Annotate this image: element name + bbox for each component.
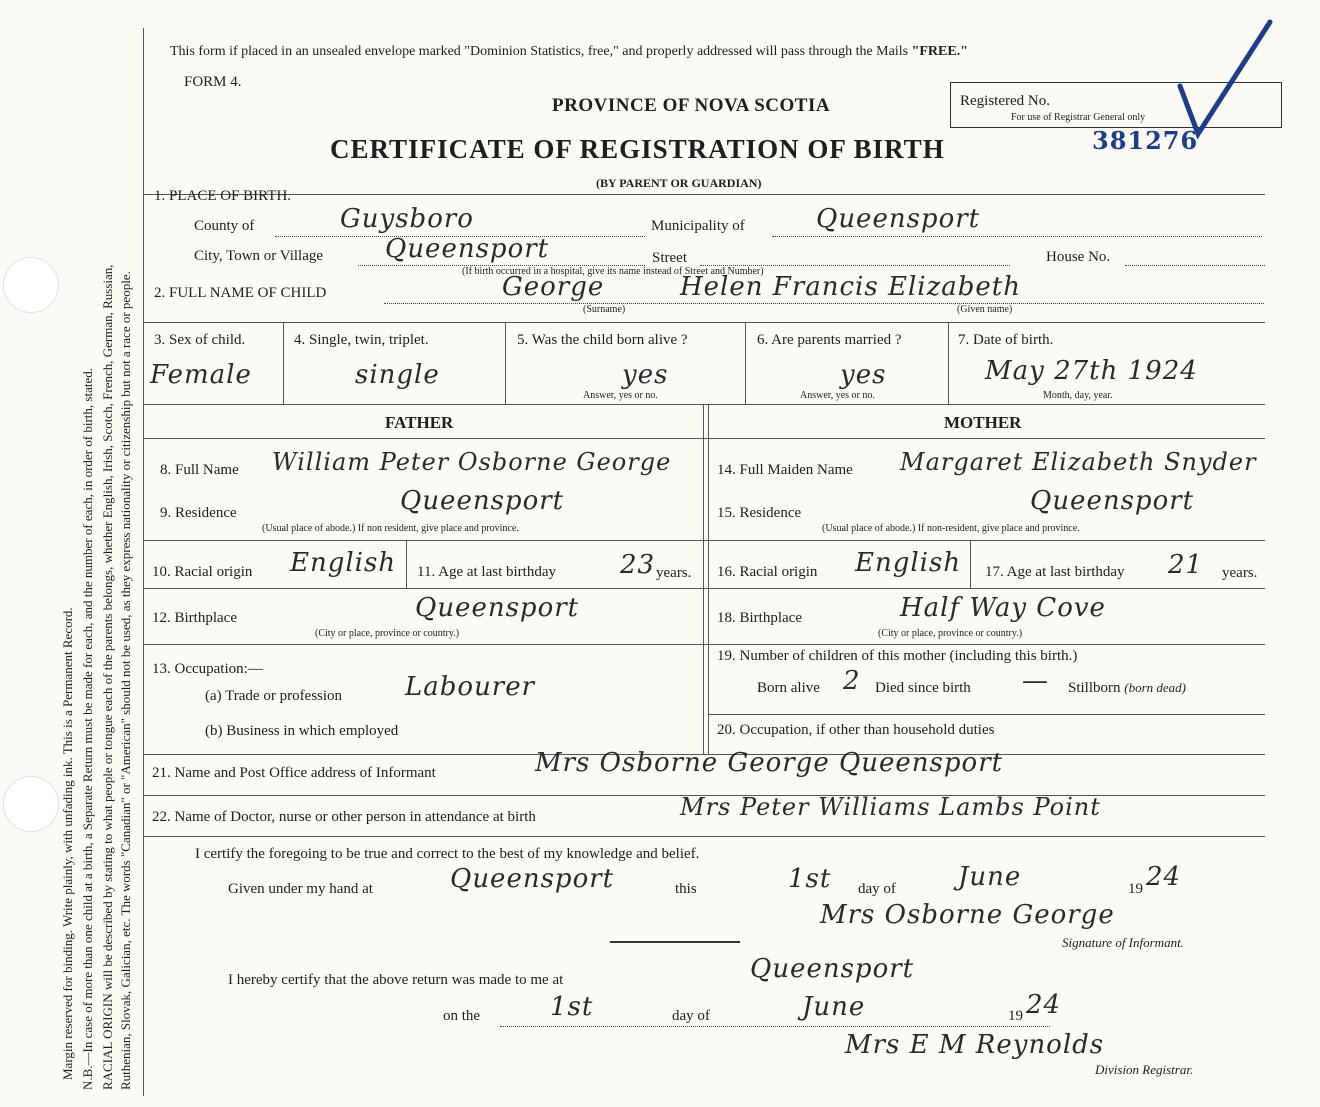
dob-note: Month, day, year. [1043, 390, 1113, 401]
father-age-years: years. [656, 565, 692, 581]
registered-no-label: Registered No. [960, 93, 1050, 109]
dob-value[interactable]: May 27th 1924 [985, 356, 1198, 386]
street-label: Street [652, 250, 687, 266]
father-trade-value[interactable]: Labourer [405, 672, 536, 702]
row-divider-racial [143, 540, 1265, 541]
stillborn-text: Stillborn [1068, 680, 1121, 696]
row-divider-occupation [143, 644, 1265, 645]
registrar-on-the: on the [443, 1008, 481, 1024]
father-age-value[interactable]: 23 [620, 550, 656, 580]
certification-statement: I certify the foregoing to be true and correct to the best of my knowledge and belief. [195, 846, 700, 862]
row-divider-parents [143, 404, 1265, 405]
mother-heading: MOTHER [944, 413, 1022, 432]
plurality-label: 4. Single, twin, triplet. [294, 332, 429, 348]
father-birthplace-label: 12. Birthplace [152, 610, 237, 626]
mail-notice: This form if placed in an unsealed envelope marked "Dominion Statistics, free," and properly addressed will pass through the Mails "FREE." [170, 44, 968, 59]
form-number: FORM 4. [184, 74, 242, 90]
mother-name-label: 14. Full Maiden Name [717, 462, 853, 478]
registrar-place[interactable]: Queensport [750, 954, 915, 984]
municipality-value[interactable]: Queensport [816, 204, 981, 234]
mother-birthplace-label: 18. Birthplace [717, 610, 802, 626]
certification-day[interactable]: 1st [788, 864, 832, 894]
stillborn-note: (born dead) [1124, 680, 1187, 695]
city-label: City, Town or Village [194, 248, 324, 264]
mother-children-label: 19. Number of children of this mother (including this birth.) [717, 648, 1078, 664]
died-since-birth-value[interactable]: — [1022, 666, 1049, 696]
municipality-label: Municipality of [651, 218, 745, 234]
plurality-value[interactable]: single [355, 360, 440, 390]
margin-note-racial-origin: RACIAL ORIGIN will be described by stating to what people or tongue each of the parents belongs, whether English, Irish, Scotch, French, German, Russian, [100, 264, 115, 1090]
mother-birthplace-note: (City or place, province or country.) [878, 628, 1023, 639]
mother-age-label: 17. Age at last birthday [985, 564, 1125, 580]
registrar-year-prefix: 19 [1008, 1008, 1023, 1024]
mother-occupation-divider [708, 714, 1265, 715]
child-name-label: 2. FULL NAME OF CHILD [154, 285, 327, 301]
mother-birthplace-value[interactable]: Half Way Cove [900, 593, 1106, 623]
heading-divider [143, 438, 1265, 439]
parents-center-divider-2 [708, 404, 709, 754]
informant-label: 21. Name and Post Office address of Informant [152, 765, 436, 781]
certification-month[interactable]: June [958, 862, 1022, 892]
mother-occupation-label: 20. Occupation, if other than household duties [717, 722, 995, 738]
father-business-label: (b) Business in which employed [205, 723, 399, 739]
surname-note: (Surname) [583, 304, 626, 315]
col-divider-6-7 [948, 322, 949, 404]
registration-number: 381276 [1092, 126, 1199, 155]
city-value[interactable]: Queensport [385, 234, 550, 264]
registrar-month[interactable]: June [802, 992, 866, 1022]
certificate-title: CERTIFICATE OF REGISTRATION OF BIRTH [330, 134, 945, 164]
province-heading: PROVINCE OF NOVA SCOTIA [552, 95, 831, 116]
mother-residence-label: 15. Residence [717, 505, 802, 521]
certification-place[interactable]: Queensport [450, 864, 615, 894]
father-residence-value[interactable]: Queensport [400, 486, 565, 516]
father-birthplace-value[interactable]: Queensport [415, 593, 580, 623]
born-alive-count-label: Born alive [757, 680, 820, 696]
father-residence-label: 9. Residence [160, 505, 237, 521]
informant-signature[interactable]: Mrs Osborne George [820, 900, 1115, 930]
margin-note-multiple-births: N.B.—In case of more than one child at a birth, a Separate Return must be made for each, and the number of each, in order of birth, stated. [80, 368, 95, 1090]
mother-racial-age-divider [970, 540, 971, 588]
house-underline [1125, 265, 1265, 266]
parents-married-label: 6. Are parents married ? [757, 332, 902, 348]
given-under-label: Given under my hand at [228, 881, 373, 897]
registrar-signature[interactable]: Mrs E M Reynolds [845, 1030, 1105, 1060]
child-given-name[interactable]: Helen Francis Elizabeth [680, 272, 1022, 302]
sex-label: 3. Sex of child. [154, 332, 246, 348]
county-value[interactable]: Guysboro [340, 204, 474, 234]
col-divider-4-5 [505, 322, 506, 404]
registrar-statement: I hereby certify that the above return was made to me at [228, 972, 564, 988]
certification-year-prefix: 19 [1128, 881, 1143, 897]
mother-racial-label: 16. Racial origin [717, 564, 818, 580]
father-residence-note: (Usual place of abode.) If non resident, give place and province. [262, 523, 519, 534]
father-name-value[interactable]: William Peter Osborne George [272, 448, 672, 476]
certification-separator [610, 941, 740, 943]
sex-value[interactable]: Female [150, 360, 252, 390]
given-name-note: (Given name) [957, 304, 1013, 315]
certification-this: this [675, 881, 697, 897]
father-racial-value[interactable]: English [290, 548, 397, 578]
registrar-day-of: day of [672, 1008, 710, 1024]
mother-residence-value[interactable]: Queensport [1030, 486, 1195, 516]
registrar-date-underline [500, 1026, 1050, 1027]
father-age-label: 11. Age at last birthday [417, 564, 556, 580]
mother-age-years: years. [1222, 565, 1258, 581]
municipality-underline [772, 236, 1262, 237]
born-alive-label: 5. Was the child born alive ? [517, 332, 688, 348]
mother-name-value[interactable]: Margaret Elizabeth Snyder [900, 448, 1257, 476]
born-alive-count[interactable]: 2 [843, 666, 861, 696]
father-trade-label: (a) Trade or profession [205, 688, 343, 704]
col-divider-5-6 [745, 322, 746, 404]
registrar-note: For use of Registrar General only [1011, 112, 1146, 123]
attendant-value[interactable]: Mrs Peter Williams Lambs Point [680, 793, 1101, 821]
mother-age-value[interactable]: 21 [1168, 550, 1204, 580]
hospital-note: (If birth occurred in a hospital, give its name instead of Street and Number) [462, 266, 764, 277]
mother-racial-value[interactable]: English [855, 548, 962, 578]
certificate-subtitle: (BY PARENT OR GUARDIAN) [596, 176, 762, 190]
married-answer-note: Answer, yes or no. [800, 390, 875, 401]
informant-value[interactable]: Mrs Osborne George Queensport [535, 748, 1004, 778]
dob-label: 7. Date of birth. [958, 332, 1054, 348]
binding-hole-bottom [3, 776, 59, 832]
father-occupation-label: 13. Occupation:— [152, 661, 263, 677]
row-divider-certification [143, 836, 1265, 837]
row-divider-birthplace [143, 588, 1265, 589]
registrar-year[interactable]: 24 [1026, 990, 1062, 1020]
informant-signature-label: Signature of Informant. [1062, 935, 1184, 950]
died-since-birth-label: Died since birth [875, 680, 971, 696]
parents-married-value[interactable]: yes [840, 360, 887, 390]
attendant-label: 22. Name of Doctor, nurse or other person in attendance at birth [152, 809, 536, 825]
child-name-underline [384, 303, 1264, 304]
born-alive-value[interactable]: yes [622, 360, 669, 390]
place-of-birth-label: 1. PLACE OF BIRTH. [154, 188, 292, 204]
father-racial-age-divider [406, 540, 407, 588]
form-left-border [143, 28, 144, 1096]
father-birthplace-note: (City or place, province or country.) [315, 628, 460, 639]
parents-center-divider [703, 404, 704, 754]
born-alive-answer-note: Answer, yes or no. [583, 390, 658, 401]
margin-note-nationality: Ruthenian, Slovak, Galician, etc. The words "Canadian" or "American" should not be used, as they express nationality or citizenship but not a race or people. [118, 271, 133, 1090]
margin-note-binding: Margin reserved for binding. Write plainly, with unfading ink. This is a Permanent Record. [60, 607, 75, 1080]
registrar-signature-label: Division Registrar. [1095, 1062, 1194, 1077]
county-label: County of [194, 218, 255, 234]
row-divider-3 [143, 322, 1265, 323]
binding-hole-top [3, 257, 59, 313]
father-name-label: 8. Full Name [160, 462, 239, 478]
child-surname[interactable]: George [502, 272, 605, 302]
father-racial-label: 10. Racial origin [152, 564, 253, 580]
mother-residence-note: (Usual place of abode.) If non-resident, give place and province. [822, 523, 1080, 534]
father-heading: FATHER [385, 413, 454, 432]
registrar-day[interactable]: 1st [550, 992, 594, 1022]
header-divider [143, 194, 1265, 195]
certification-day-of: day of [858, 881, 896, 897]
stillborn-label [1068, 680, 1186, 697]
col-divider-3-4 [283, 322, 284, 404]
check-mark-icon [1160, 16, 1280, 156]
house-no-label: House No. [1046, 249, 1111, 265]
certification-year[interactable]: 24 [1146, 862, 1182, 892]
